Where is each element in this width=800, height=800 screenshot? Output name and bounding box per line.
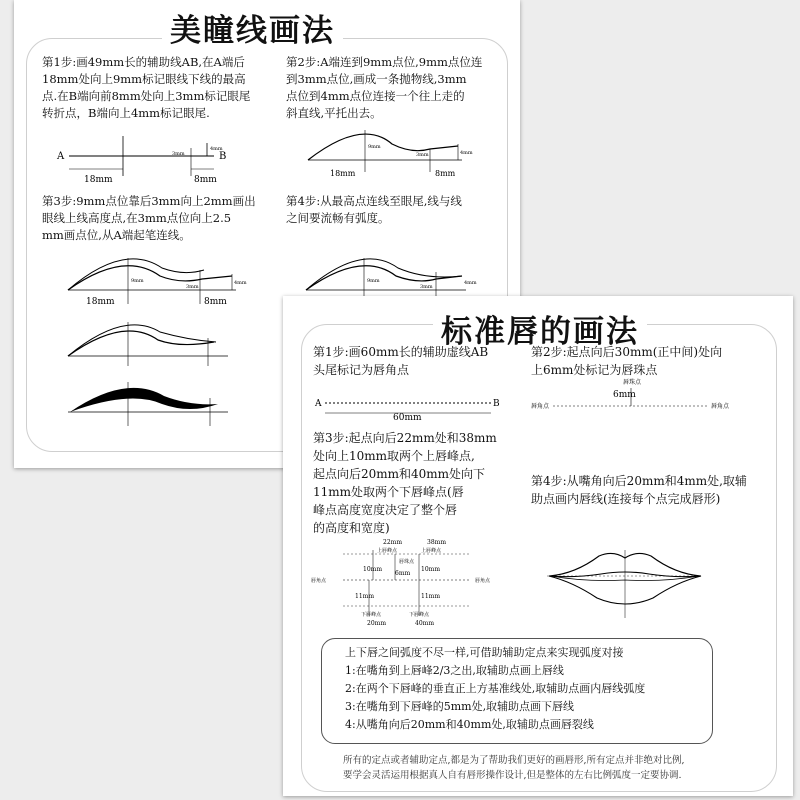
svg-text:3mm: 3mm bbox=[420, 284, 433, 290]
lip-card bbox=[283, 296, 793, 796]
eye-step2: 第2步:A端连到9mm点位,9mm点位连 到3mm点位,画成一条抛物线,3mm 点位到4mm点位连接一个往上走的 斜直线,平托出去。 bbox=[286, 55, 483, 120]
svg-text:下唇峰点: 下唇峰点 bbox=[361, 612, 382, 618]
svg-text:11mm: 11mm bbox=[421, 593, 441, 600]
svg-text:唇珠点: 唇珠点 bbox=[623, 379, 642, 386]
lip-notes: 上下唇之间弧度不尽一样,可借助辅助定点来实现弧度对接 1:在嘴角到上唇峰2/3之出,取辅助点画上唇线 2:在两个下唇峰的垂直正上方基准线处,取辅助点画内唇线弧度 3:在嘴角到下唇峰的5mm处,取辅助点画下唇线 4:从嘴角向后20mm和40mm处,取辅助点画唇裂线 bbox=[345, 646, 646, 731]
lip-title: 标准唇的画法 bbox=[433, 306, 647, 351]
eye-step1: 第1步:画49mm长的辅助线AB,在A端后 18mm处向上9mm标记眼线下线的最高 点.在B端向前8mm处向上3mm标记眼尾 转折点，B端向上4mm标记眼尾. bbox=[42, 55, 251, 120]
svg-text:4mm: 4mm bbox=[464, 280, 477, 286]
lip-step2-diagram bbox=[531, 376, 731, 412]
svg-text:18mm: 18mm bbox=[330, 169, 356, 178]
svg-text:18mm: 18mm bbox=[86, 297, 115, 307]
svg-text:60mm: 60mm bbox=[393, 413, 422, 423]
lip-step3: 第3步:起点向后22mm处和38mm 处向上10mm取两个上唇峰点, 起点向后20mm和40mm处向下 11mm处取两个下唇峰点(唇 峰点高度宽度决定了整个唇 的高度和宽度) bbox=[313, 431, 497, 535]
svg-text:22mm: 22mm bbox=[383, 539, 403, 546]
svg-text:下唇峰点: 下唇峰点 bbox=[409, 612, 430, 618]
svg-text:唇角点: 唇角点 bbox=[475, 578, 491, 584]
eye-step2-diagram bbox=[302, 122, 472, 182]
svg-text:唇角点: 唇角点 bbox=[531, 403, 550, 410]
lip-step1: 第1步:画60mm长的辅助虚线AB 头尾标记为唇角点 bbox=[313, 345, 489, 377]
lip-step4: 第4步:从嘴角向后20mm和4mm处,取辅 助点画内唇线(连接每个点完成唇形) bbox=[531, 474, 747, 506]
lip-step3-diagram bbox=[303, 536, 513, 628]
lip-step4-diagram bbox=[545, 548, 705, 628]
lip-step1-diagram bbox=[313, 392, 503, 422]
eye-label-3mm: 3mm bbox=[172, 151, 185, 157]
eye-outline-diagram bbox=[64, 320, 234, 370]
svg-text:11mm: 11mm bbox=[355, 593, 375, 600]
eye-label-A: A bbox=[57, 151, 65, 162]
lip-footer: 所有的定点或者辅助定点,都是为了帮助我们更好的画唇形,所有定点并非绝对比例, 要学会灵活运用根据真人自有唇形操作设计,但是整体的左右比例弧度一定要协调. bbox=[343, 755, 685, 781]
eye-label-18mm: 18mm bbox=[84, 175, 113, 185]
svg-text:20mm: 20mm bbox=[367, 620, 387, 627]
svg-text:唇珠点: 唇珠点 bbox=[399, 559, 415, 565]
svg-text:上唇峰点: 上唇峰点 bbox=[421, 548, 442, 554]
svg-text:4mm: 4mm bbox=[460, 150, 473, 156]
eye-filled-diagram bbox=[64, 382, 234, 432]
svg-text:唇角点: 唇角点 bbox=[711, 403, 730, 410]
svg-text:唇角点: 唇角点 bbox=[311, 578, 327, 584]
eye-label-8mm: 8mm bbox=[194, 175, 217, 185]
svg-text:6mm: 6mm bbox=[395, 570, 411, 577]
svg-text:3mm: 3mm bbox=[186, 284, 199, 290]
eye-label-B: B bbox=[219, 151, 227, 162]
svg-text:8mm: 8mm bbox=[204, 297, 227, 307]
eye-label-4mm: 4mm bbox=[210, 146, 223, 152]
svg-text:3mm: 3mm bbox=[416, 152, 429, 158]
eye-step1-diagram bbox=[54, 136, 254, 186]
lip-step2: 第2步:起点向后30mm(正中间)处向 上6mm处标记为唇珠点 bbox=[531, 345, 723, 377]
eye-step3: 第3步:9mm点位靠后3mm向上2mm画出 眼线上线高度点,在3mm点位向上2.5 mm画点位,从A端起笔连线。 bbox=[42, 194, 256, 242]
svg-text:8mm: 8mm bbox=[435, 169, 456, 178]
svg-text:6mm: 6mm bbox=[613, 390, 636, 400]
eyeliner-title: 美瞳线画法 bbox=[162, 5, 343, 50]
svg-text:10mm: 10mm bbox=[363, 566, 383, 573]
svg-text:10mm: 10mm bbox=[421, 566, 441, 573]
svg-text:40mm: 40mm bbox=[415, 620, 435, 627]
svg-text:9mm: 9mm bbox=[367, 278, 380, 284]
svg-text:上唇峰点: 上唇峰点 bbox=[377, 548, 398, 554]
svg-text:4mm: 4mm bbox=[234, 280, 247, 286]
svg-text:38mm: 38mm bbox=[427, 539, 447, 546]
eye-step3-diagram bbox=[64, 252, 247, 312]
svg-text:A: A bbox=[315, 399, 322, 409]
eye-step4: 第4步:从最高点连线至眼尾,线与线 之间要流畅有弧度。 bbox=[286, 194, 462, 225]
svg-text:9mm: 9mm bbox=[368, 144, 381, 150]
svg-text:B: B bbox=[493, 399, 500, 409]
svg-text:9mm: 9mm bbox=[131, 278, 144, 284]
